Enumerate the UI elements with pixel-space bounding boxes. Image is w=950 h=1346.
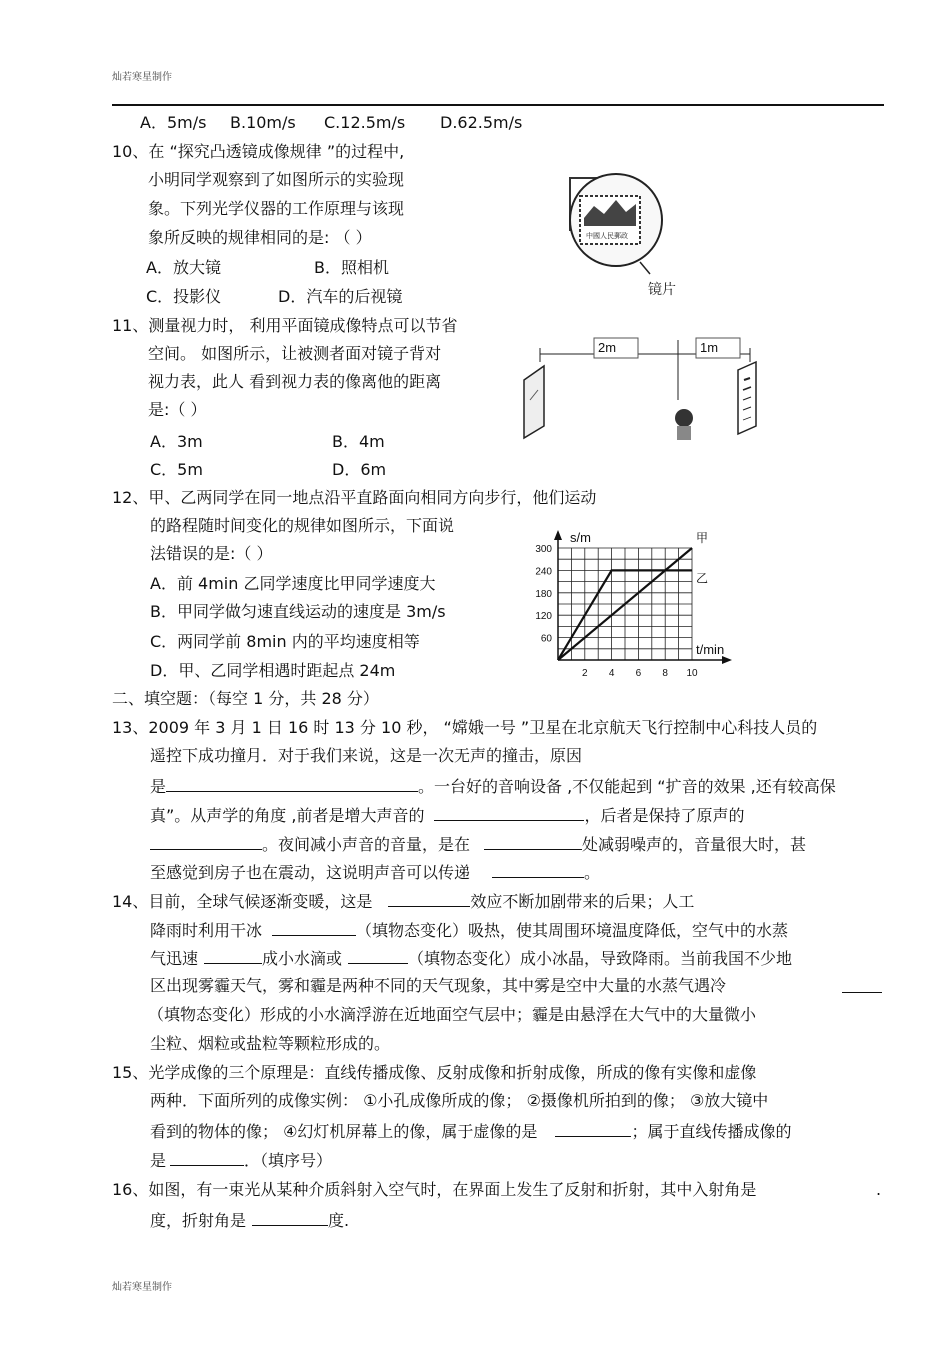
q14-line-6: 尘粒、烟粒或盐粒等颗粒形成的。: [150, 1034, 391, 1053]
person-body: [677, 426, 691, 440]
q11-option-a: A．3m: [150, 432, 203, 451]
q13-blank-5[interactable]: [492, 861, 584, 878]
q14-text: （填物态变化）成小冰晶，导致降雨。当前我国不少地: [408, 949, 793, 968]
q13-line-3: [150, 775, 836, 797]
q14-blank-2[interactable]: [272, 919, 356, 936]
x-tick-label: 8: [662, 668, 668, 679]
q13-blank-4[interactable]: [484, 833, 582, 850]
q10-line-1: 10、在 “探究凸透镜成像规律 ”的过程中,: [112, 142, 405, 161]
q10-option-d: D．汽车的后视镜: [278, 287, 403, 306]
q11-line-3: 视力表，此人 看到视力表的像离他的距离: [148, 372, 442, 391]
y-tick-label: 120: [535, 611, 552, 623]
q14-text: 成小水滴或: [262, 949, 343, 968]
q14-line-5: （填物态变化）形成的小水滴浮游在近地面空气层中；霾是由悬浮在大气中的大量微小: [148, 1005, 757, 1024]
q12-option-d: D．甲、乙同学相遇时距起点 24m: [150, 661, 396, 680]
q15-text: ；属于直线传播成像的: [631, 1122, 792, 1141]
chart-y-axis-label: s/m: [570, 530, 591, 545]
q11-option-d: D．6m: [332, 460, 387, 479]
series-label-1: 甲: [696, 531, 709, 545]
label-1m: 1m: [700, 340, 719, 355]
q12-line-2: 的路程随时间变化的规律如图所示，下面说: [150, 516, 455, 535]
q10-line-4: 象所反映的规律相同的是: （ ）: [148, 228, 372, 247]
q14-line-3: [150, 947, 792, 969]
q14-text: 降雨时利用干冰: [150, 921, 263, 940]
x-tick-label: 10: [686, 668, 698, 679]
x-tick-label: 2: [582, 668, 588, 679]
q13-text: 至感觉到房子也在震动，这说明声音可以传递: [150, 863, 471, 882]
q10-option-c: C．投影仪: [146, 287, 222, 306]
page-header: 灿若寒星制作: [112, 72, 172, 83]
q15-blank-1[interactable]: [555, 1120, 631, 1137]
q11-option-b: B．4m: [332, 432, 385, 451]
q13-blank-2[interactable]: [434, 804, 584, 821]
q10-option-a: A．放大镜: [146, 258, 221, 277]
section-2-title: 二、填空题：（每空 1 分，共 28 分）: [112, 689, 379, 708]
chart-x-axis-label: t/min: [696, 642, 725, 657]
q12-distance-time-chart: [524, 526, 744, 686]
q15-line-3: [150, 1120, 791, 1142]
y-tick-label: 180: [535, 588, 552, 600]
x-axis-arrow: [722, 656, 732, 664]
q13-line-1: 13、2009 年 3 月 1 日 16 时 13 分 10 秒， “嫦娥一号 ”卫星在北京航天飞行控制中心科技人员的: [112, 718, 818, 737]
header-rule: [112, 104, 884, 106]
q15-line-4: [150, 1149, 332, 1171]
q16-blank-2[interactable]: [252, 1209, 328, 1226]
q14-line-4: 区出现雾霾天气，雾和霾是两种不同的天气现象，其中雾是空中大量的水蒸气遇冷: [150, 976, 727, 995]
q12-line-3: 法错误的是:（ ）: [150, 544, 273, 563]
q9-option-d: D.62.5m/s: [440, 113, 523, 132]
q13-text: 是: [150, 777, 167, 796]
q10-option-b: B．照相机: [314, 258, 389, 277]
q15-text: 看到的物体的像； ④幻灯机屏幕上的像，属于虚像的是: [150, 1122, 538, 1141]
q13-blank-1[interactable]: [166, 775, 418, 792]
q16-text: 度.: [328, 1211, 350, 1230]
q16-text: 度，折射角是: [150, 1211, 247, 1230]
q14-blank-1[interactable]: [388, 890, 470, 907]
q13-line-6: [150, 861, 600, 883]
q13-line-5: [150, 833, 806, 855]
label-pointer: [640, 262, 650, 274]
q14-line-1: [112, 890, 694, 912]
q14-text: 气迅速: [150, 949, 199, 968]
q9-option-b: B.10m/s: [230, 113, 296, 132]
q10-line-3: 象。下列光学仪器的工作原理与该现: [148, 199, 405, 218]
y-tick-label: 300: [535, 544, 552, 555]
stamp-caption: 中國人民郵政: [586, 233, 628, 240]
y-axis-arrow: [554, 530, 562, 540]
series-label-2: 乙: [696, 571, 709, 586]
q12-option-b: B．甲同学做匀速直线运动的速度是 3m/s: [150, 602, 446, 621]
q15-line-1: 15、光学成像的三个原理是：直线传播成像、反射成像和折射成像，所成的像有实像和虚像: [112, 1063, 757, 1082]
q13-text: 真”。从声学的角度 ,前者是增大声音的: [150, 806, 425, 825]
q16-blank-dot: .: [876, 1180, 882, 1199]
q16-line-2: [150, 1209, 349, 1231]
q16-line-1: 16、如图，有一束光从某种介质斜射入空气时，在界面上发生了反射和折射，其中入射角是: [112, 1180, 757, 1199]
q14-text: （填物态变化）吸热，使其周围环境温度降低，空气中的水蒸: [356, 921, 789, 940]
q13-blank-3[interactable]: [150, 833, 262, 850]
q12-line-1: 12、甲、乙两同学在同一地点沿平直路面向相同方向步行，他们运动: [112, 488, 597, 507]
chart-series: [558, 531, 708, 660]
q14-blank-3[interactable]: [204, 947, 262, 964]
q10-line-2: 小明同学观察到了如图所示的实验现: [148, 170, 405, 189]
q9-option-a: A．5m/s: [140, 113, 207, 132]
q13-text: 处减弱噪声的，音量很大时，甚: [582, 835, 807, 854]
x-tick-label: 6: [635, 668, 642, 679]
q14-line-2: [150, 919, 788, 941]
q13-line-4: [150, 804, 744, 826]
plane-mirror: [524, 366, 544, 438]
person-head: [675, 409, 693, 427]
q14-text: 效应不断加剧带来的后果；人工: [470, 892, 695, 911]
q15-text: ．（填序号）: [244, 1151, 333, 1170]
q11-line-4: 是:（ ）: [148, 400, 207, 419]
q10-lens-figure: [560, 170, 700, 300]
q13-text: 。一台好的音响设备 ,不仅能起到 “扩音的效果 ,还有较高保: [418, 777, 836, 796]
q12-option-a: A．前 4min 乙同学速度比甲同学速度大: [150, 574, 436, 593]
q11-option-c: C．5m: [150, 460, 203, 479]
q11-line-2: 空间。 如图所示，让被测者面对镜子背对: [148, 344, 442, 363]
page-footer: 灿若寒星制作: [112, 1282, 172, 1293]
q11-mirror-figure: [518, 330, 768, 442]
y-tick-label: 240: [535, 566, 552, 578]
lens-label: 镜片: [648, 281, 676, 297]
q15-text: 是: [150, 1151, 167, 1170]
q14-blank-5[interactable]: [842, 992, 882, 993]
q14-blank-4[interactable]: [348, 947, 408, 964]
q14-text: 14、目前，全球气候逐渐变暖，这是: [112, 892, 373, 911]
q11-line-1: 11、测量视力时， 利用平面镜成像特点可以节省: [112, 316, 458, 335]
q12-option-c: C．两同学前 8min 内的平均速度相等: [150, 632, 420, 651]
q9-option-c: C.12.5m/s: [324, 113, 406, 132]
q13-text: ，后者是保持了原声的: [584, 806, 745, 825]
x-tick-label: 4: [608, 668, 615, 679]
q13-line-2: 遥控下成功撞月．对于我们来说，这是一次无声的撞击，原因: [150, 746, 583, 765]
q15-line-2: 两种．下面所列的成像实例： ①小孔成像所成的像； ②摄像机所拍到的像； ③放大镜中: [150, 1091, 769, 1110]
y-tick-label: 60: [540, 633, 552, 645]
label-2m: 2m: [598, 340, 617, 355]
q15-blank-2[interactable]: [170, 1149, 244, 1166]
q13-text: 。夜间减小声音的音量，是在: [262, 835, 471, 854]
q13-text: 。: [584, 863, 601, 882]
